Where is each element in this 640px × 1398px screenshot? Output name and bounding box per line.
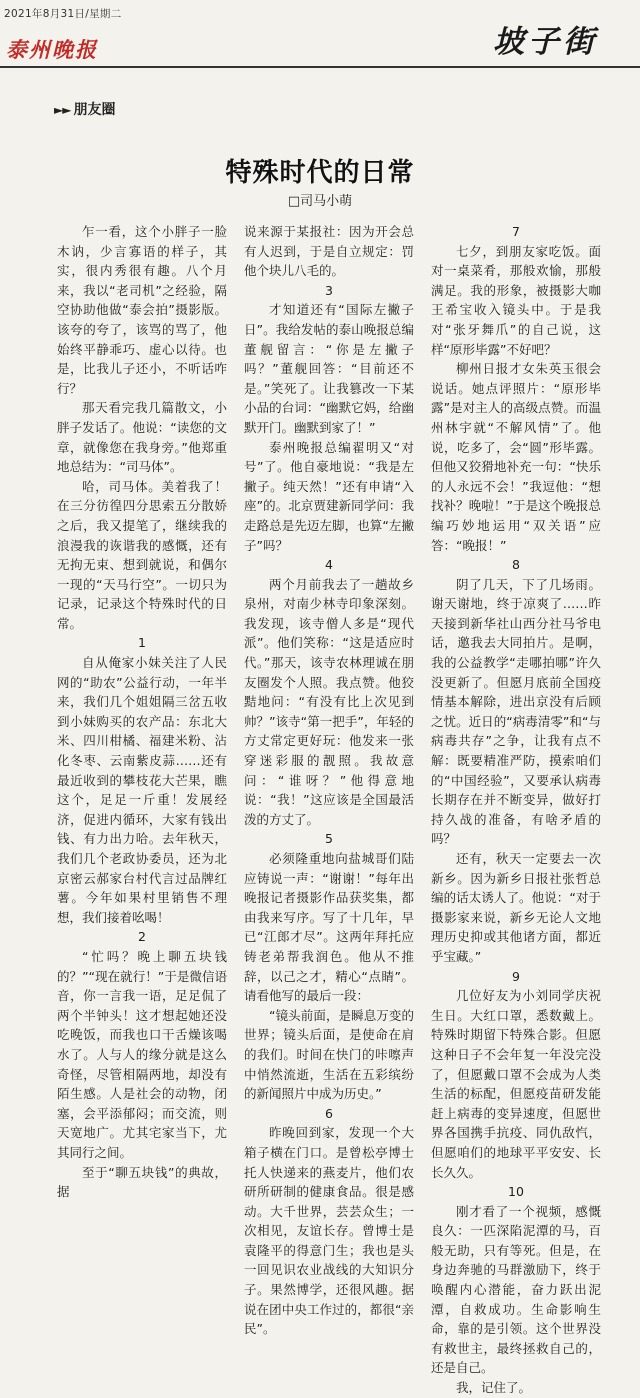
paragraph: 哈，司马体。美着我了！在三分彷徨四分思索五分散娇之后，我又提笔了，继续我的浪漫我的诙谐我的感慨，还有无拘无束、想到就说，和偶尔一现的“天马行空”。一切只为记录，记录这个特殊时代的日常。 <box>57 478 227 631</box>
paragraph: 昨晚回到家，发现一个大箱子横在门口。是曾松亭博士托人快递来的燕麦片，他们农研所研制的健康食品。很是感动。大千世界，芸芸众生；一次相见，友谊长存。曾博士是袁隆平的得意门生；我也是头一回见识农业战线的大知识分子。果然博学，还很风趣。据说在团中央工作过的，都很“亲民”。 <box>244 1125 414 1337</box>
article-column-2 <box>244 222 414 1339</box>
paragraph: 柳州日报才女朱英玉很会说话。她点评照片：“原形毕露”是对主人的高级点赞。而温州林宇就“不解风情”了。他说，吃多了，会“圆”形毕露。但他又狡猾地补充一句：“快乐的人永远不会！”我逗他：“想找补？晚啦！”于是这个晚报总编巧妙地运用“双关语”应答：“晚报！” <box>431 361 601 553</box>
paragraph-number: 6 <box>325 1105 333 1121</box>
article-column-1 <box>57 222 227 1202</box>
section-label <box>54 99 115 119</box>
newspaper-header <box>0 0 640 72</box>
paragraph: 那天看完我几篇散文，小胖子发话了。他说：“读您的文章，就像您在我身旁。”他郑重地总结为：“司马体”。 <box>57 400 227 475</box>
column-name: 坡子街 <box>493 24 598 60</box>
header-rule <box>0 66 640 68</box>
paragraph: 乍一看，这个小胖子一脸木讷，少言寡语的样子，其实，很内秀很有趣。八个月来，我以“老司机”之经验，隔空协助他做“泰会拍”摄影版。该夸的夸了，该骂的骂了，他始终平静乖巧、虚心以待。也是，比我儿子还小，不听话咋行？ <box>57 224 227 396</box>
paragraph-number: 3 <box>325 282 333 298</box>
section-name: 朋友圈 <box>73 102 116 118</box>
newspaper-name: 泰州晚报 <box>6 37 98 62</box>
paragraph-number: 2 <box>138 929 146 945</box>
paragraph: 自从俺家小妹关注了人民网的“助农”公益行动，一年半来，我们几个姐姐隔三岔五收到小妹购买的农产品：东北大米、四川柑橘、福建米粉、沾化冬枣、云南紫皮蒜……还有最近收到的攀枝花大芒果，瞧这个，足足一斤重！发展经济，促进内循环，大家有钱出钱、有力出力哈。去年秋天，我们几个老政协委员，还为北京密云郝家台村代言过品牌红薯。今年如果村里销售不理想，我们接着吆喝！ <box>57 655 227 925</box>
paragraph-number: 10 <box>508 1184 524 1200</box>
paragraph: 泰州晚报总编翟明又“对号”了。他自豪地说：“我是左撇子。纯天然！”还有申请“入座”的。北京贾建新同学问：我走路总是先迈左脚，也算“左撇子”吗？ <box>244 439 414 553</box>
section-arrows-icon: ►► <box>54 103 71 117</box>
paragraph: 两个月前我去了一趟故乡泉州，对南少林寺印象深刻。我发现，该寺僧人多是“现代派”。他们笑称：“这是适应时代。”那天，该寺农林理诚在朋友圈发个人照。我点赞。他狡黠地问：“有没有比上次见到帅？”该寺“第一把手”，年轻的方丈常定更好玩：他发来一张穿迷彩服的靓照。我故意问：“谁呀？”他得意地说：“我！”这应该是全国最活泼的方丈了。 <box>244 576 414 827</box>
paragraph: 阴了几天，下了几场雨。谢天谢地，终于凉爽了……昨天接到新华社山西分社马爷电话，邀我去大同拍片。是啊，我的公益教学“走哪拍哪”许久没更新了。但愿月底前全国疫情基本解除，进出京没有后顾之忧。近日的“病毒清零”和“与病毒共存”之争，让我有点不解：既要精准严防，摸索咱们的“中国经验”，又要承认病毒长期存在并不断变异，做好打持久战的准备，有啥矛盾的吗？ <box>431 576 601 847</box>
article-title: 特殊时代的日常 <box>225 158 415 188</box>
paragraph-number: 1 <box>138 635 146 651</box>
paragraph-number: 8 <box>512 557 520 573</box>
paragraph: 至于“聊五块钱”的典故，据 <box>57 1164 227 1200</box>
paragraph: 必须隆重地向盐城哥们陆应铸说一声：“谢谢！”每年出晚报记者摄影作品获奖集，都由我来写序。写了十几年，早已“江郎才尽”。这两年拜托应铸老弟帮我润色。他从不推辞，以己之才，精心“点睛”。请看他写的最后一段： <box>244 851 414 1004</box>
paragraph: 我，记住了。 <box>456 1380 532 1396</box>
paragraph: 刚才看了一个视频，感慨良久：一匹深陷泥潭的马，百般无助，只有等死。但是，在身边奔驰的马群激励下，终于唤醒内心潜能，奋力跃出泥潭，自救成功。生命影响生命，靠的是引领。这个世界没有救世主，最终拯救自己的，还是自己。 <box>431 1203 601 1376</box>
paragraph: 才知道还有“国际左撇子日”。我给发帖的泰山晚报总编董舰留言：“你是左撇子吗？”董舰回答：“目前还不是。”笑死了。让我篡改一下某小品的台词：“幽默它妈，给幽默开门。幽默到家了！” <box>244 302 414 435</box>
paragraph: “忙吗？晚上聊五块钱的？”“现在就行！”于是微信语音，你一言我一语，足足侃了两个半钟头！这才想起她还没吃晚饭，而我也口干舌燥该喝水了。人与人的缘分就是这么奇怪，尽管相隔两地，却没有陌生感。人是社会的动物，闭塞，会平添郁闷；而交流，则天宽地广。尤其宅家当下，尤其同行之间。 <box>57 948 227 1160</box>
issue-date: 2021年8月31日/星期二 <box>4 8 122 20</box>
article-byline: □司马小萌 <box>287 194 353 209</box>
article-column-3 <box>431 222 601 1398</box>
paragraph-number: 5 <box>325 831 333 847</box>
paragraph-number: 7 <box>512 224 520 239</box>
paragraph: 说来源于某报社：因为开会总有人迟到，于是自立规定：罚他个块儿八毛的。 <box>244 224 414 279</box>
paragraph-number: 4 <box>325 557 333 573</box>
paragraph: 还有，秋天一定要去一次新乡。因为新乡日报社张哲总编的话太诱人了。他说：“对于摄影家来说，新乡无论人文地理历史抑或其他诸方面，都近乎宝藏。” <box>431 851 601 964</box>
paragraph: 七夕，到朋友家吃饭。面对一桌菜肴，那般欢愉，那般满足。我的形象，被摄影大咖王希宝收入镜头中。于是我对“张牙舞爪”的自己说，这样“原形毕露”不好吧？ <box>431 243 601 357</box>
paragraph-number: 9 <box>512 968 520 984</box>
paragraph: “镜头前面，是瞬息万变的世界；镜头后面，是使命在肩的我们。时间在快门的咔嚓声中悄然流逝，生活在五彩缤纷的新闻照片中成为历史。” <box>244 1007 414 1102</box>
paragraph: 几位好友为小刘同学庆祝生日。大红口罩，悉数戴上。特殊时期留下特殊合影。但愿这种日子不会年复一年没完没了，但愿戴口罩不会成为人类生活的标配，但愿疫苗研发能赶上病毒的变异速度，但愿世界各国携手抗疫、同仇敌忾，但愿咱们的地球平平安安、长长久久。 <box>431 988 601 1180</box>
